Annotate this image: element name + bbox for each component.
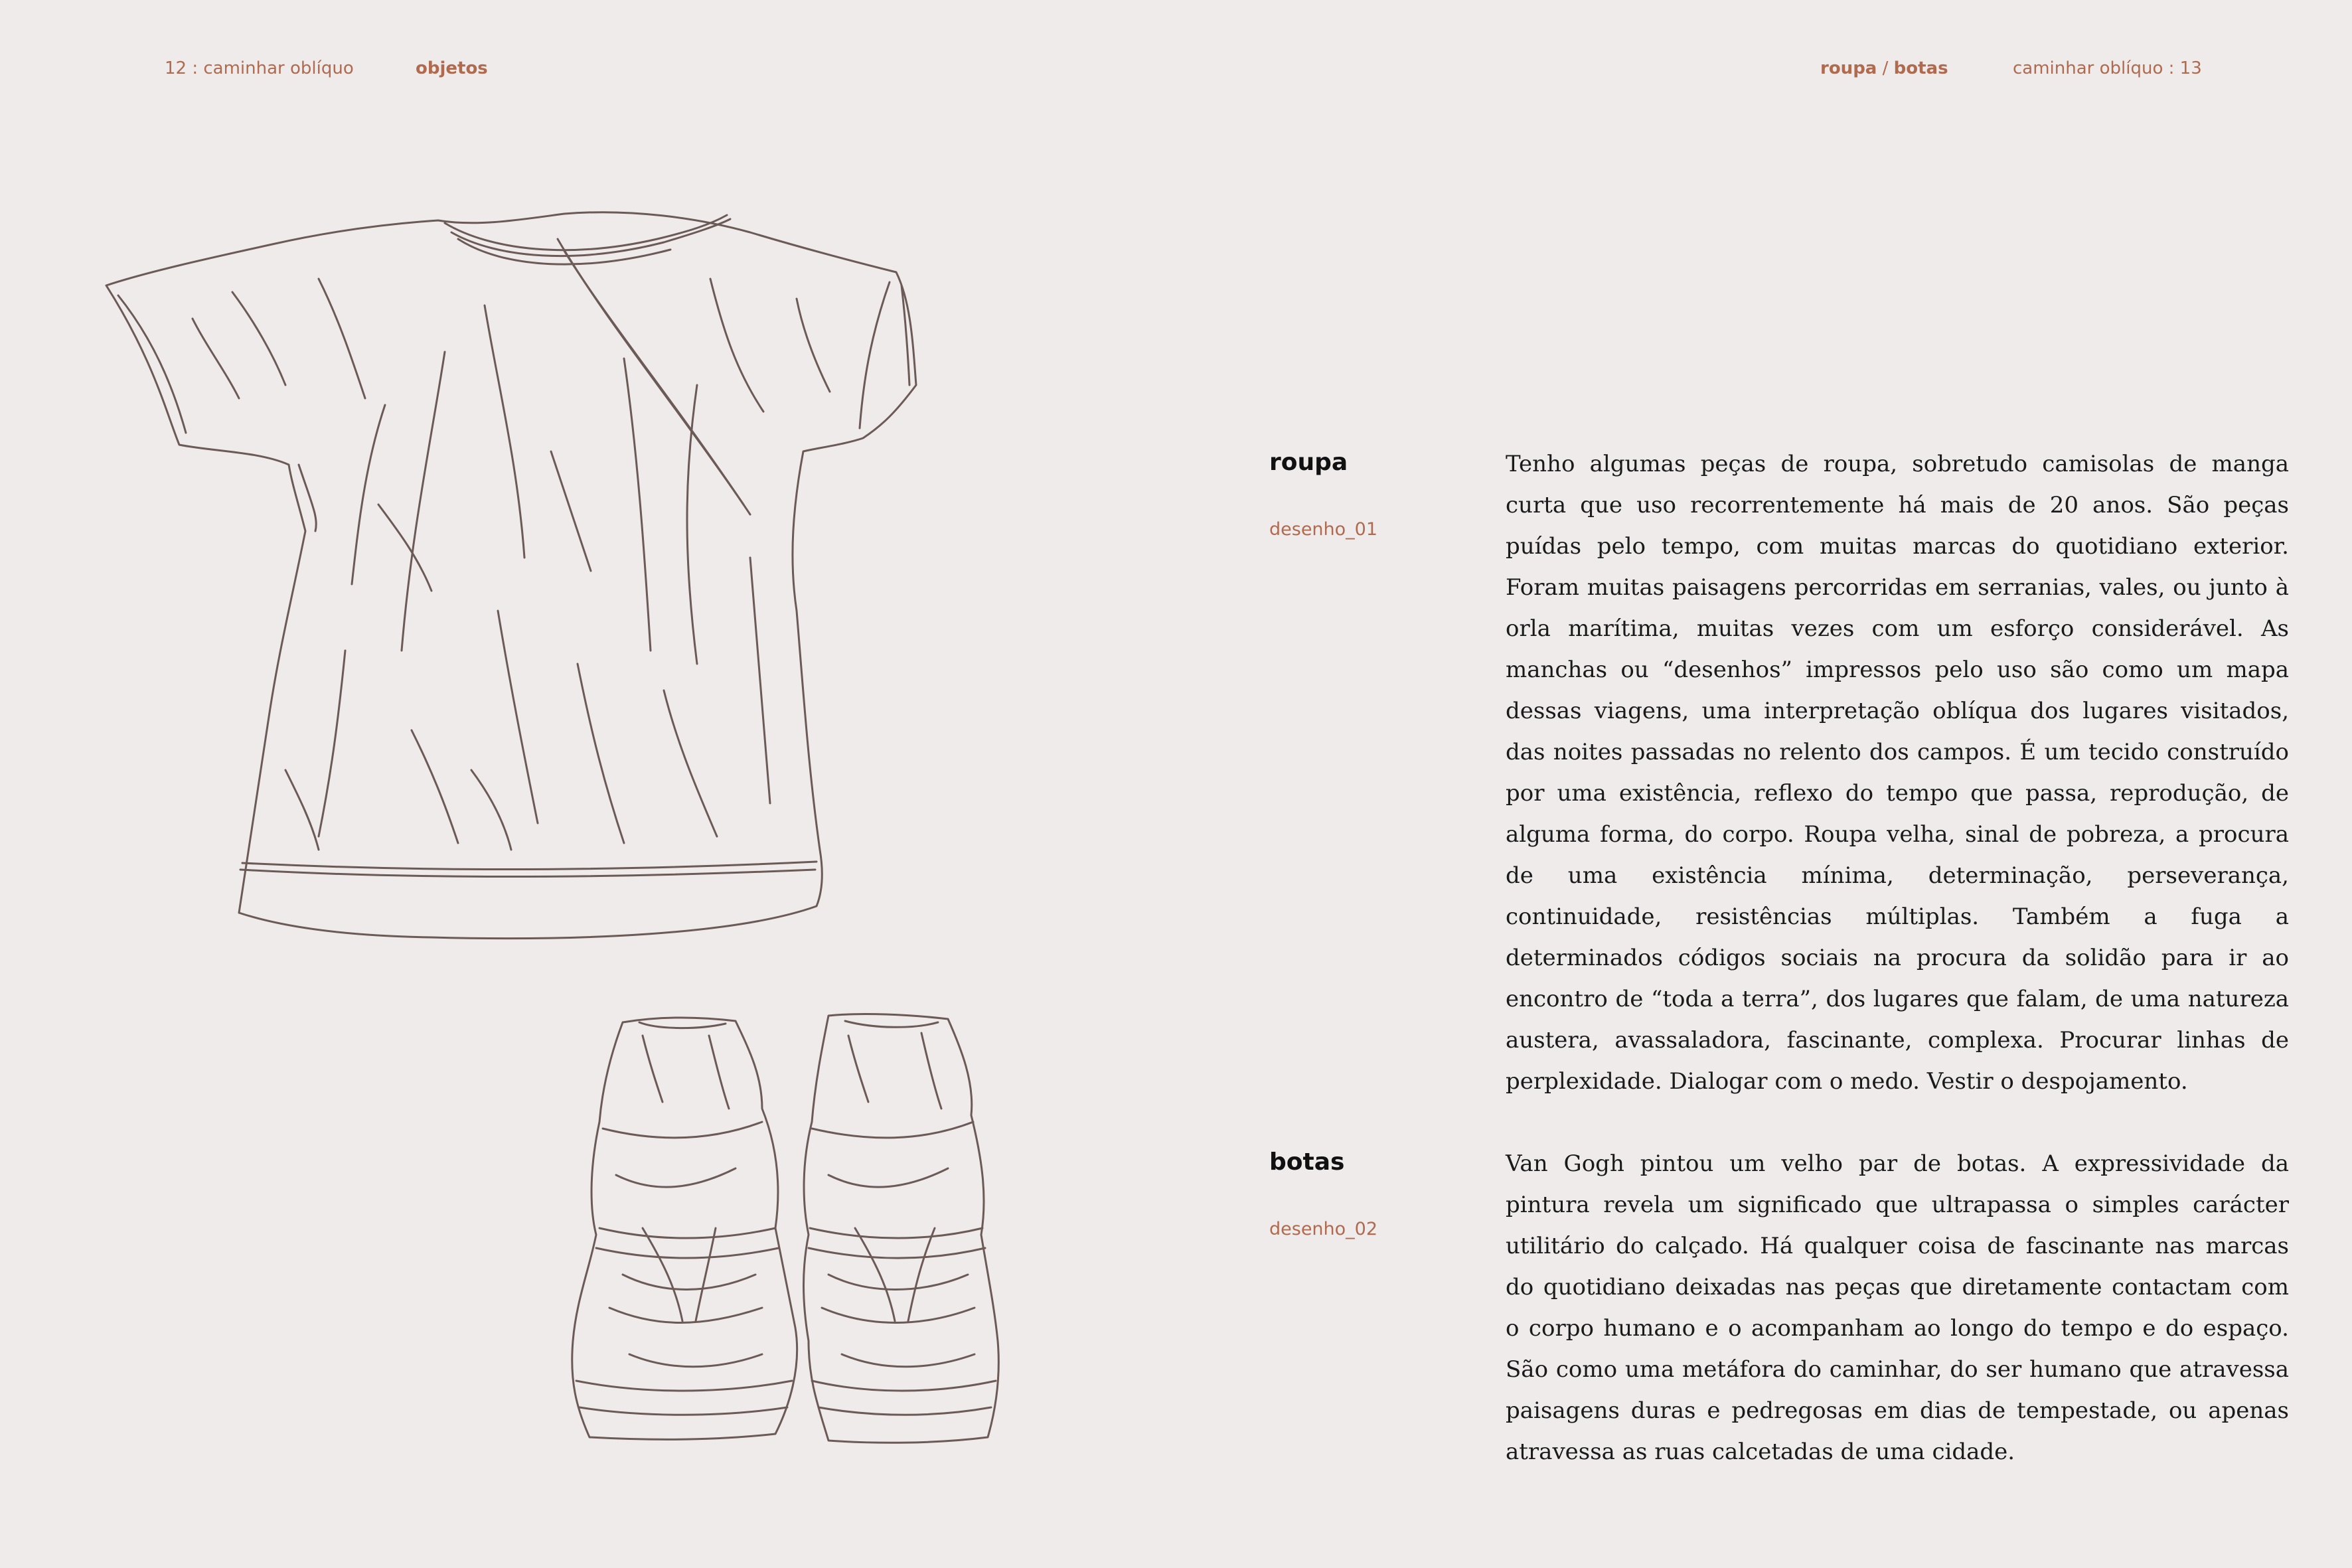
body-text-botas: Van Gogh pintou um velho par de botas. A expressividade da pintura revela um significado que ultrapassa o simples carácter utilitário do calçado. Há qualquer coisa de fascinante nas marcas do quotidiano deixadas nas peças que diretamente contactam com o corpo humano e o acompanham ao longo do tempo e do espaço. São como uma metáfora do caminhar, do ser humano que atravessa paisagens duras e pedregosas em dias de tempestade, ou apenas atravessa as ruas calcetadas de uma cidade.	[1506, 1150, 2289, 1465]
caption-desenho-01: desenho_01	[1269, 519, 1378, 540]
right-section-separator: /	[1877, 58, 1894, 78]
shirt-illustration	[100, 186, 963, 956]
body-text-roupa: Tenho algumas peças de roupa, sobretudo camisolas de manga curta que uso recorrentemente há mais de 20 anos. São peças puídas pelo tempo, com muitas marcas do quotidiano exterior. Foram muitas paisagens percorridas em serranias, vales, ou junto à orla marítima, muitas vezes com um esforço considerável. As manchas ou “desenhos” impressos pelo uso são como um mapa dessas viagens, uma interpretação oblíqua dos lugares visitados, das noites passadas no relento dos campos. É um tecido construído por uma existência, reflexo do tempo que passa, reprodução, de alguma forma, do corpo. Roupa velha, sinal de pobreza, a procura de uma existência mínima, determinação, perseverança, continuidade, resistências múltiplas. Também a fuga a determinados códigos sociais na procura da solidão para ir ao encontro de “toda a terra”, dos lugares que falam, de uma natureza austera, avassaladora, fascinante, complexa. Procurar linhas de perplexidade. Dialogar com o medo. Vestir o despojamento.	[1506, 451, 2289, 1095]
right-section-roupa: roupa	[1820, 58, 1877, 78]
caption-desenho-02: desenho_02	[1269, 1219, 1378, 1239]
section-title-roupa: roupa	[1269, 449, 1348, 476]
left-folio: 12 : caminhar oblíquo	[165, 58, 354, 78]
right-section-botas: botas	[1893, 58, 1948, 78]
right-section-label	[1820, 58, 1948, 78]
left-section-label: objetos	[416, 58, 488, 78]
boots-illustration	[563, 1009, 1014, 1454]
right-folio: caminhar oblíquo : 13	[2013, 58, 2202, 78]
section-title-botas: botas	[1269, 1148, 1345, 1176]
